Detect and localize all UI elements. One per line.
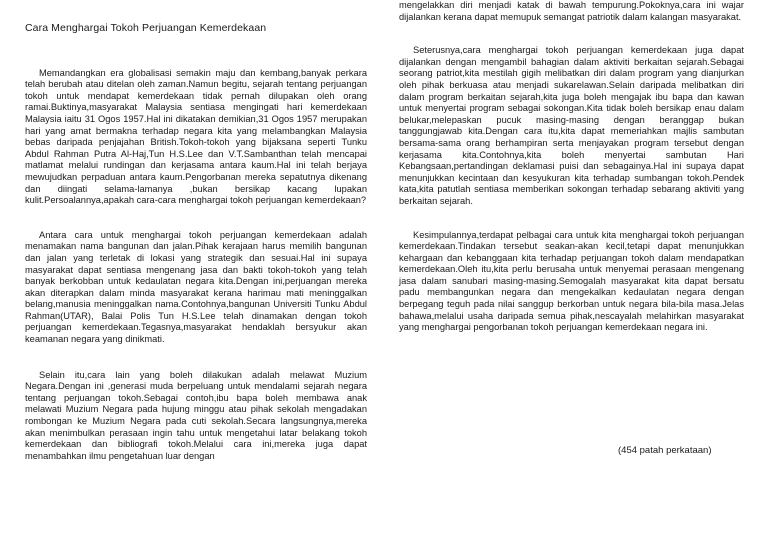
left-column: [25, 0, 367, 462]
paragraph-naming-buildings: Antara cara untuk menghargai tokoh perjuangan kemerdekaan adalah menamakan nama bangunan dan jalan.Pihak kerajaan harus memilih bangunan dan jalan yang terletak di lokasi yang strategik dan sesuai.Hal ini supaya masyarakat dapat sentiasa mengenang jasa dan bakti tokoh-tokoh yang telah banyak berkobban untuk kedaulatan negara kita.Dengan ini,perjuangan mereka akan diterapkan dalam minda masyarakat kerana harimau mati meninggalkan belang,manusia meninggalkan nama.Contohnya,bangunan Universiti Tunku Abdul Rahman(UTAR), Balai Polis Tun H.S.Lee telah dinamakan dengan tokoh perjuangan kemerdekaan.Tegasnya,masyarakat hendaklah bersyukur akan keamanan negara yang dinikmati.: [25, 229, 367, 345]
paragraph-introduction: Memandangkan era globalisasi semakin maju dan kembang,banyak perkara telah berubah atau ditelan oleh zaman.Namun begitu, sejarah tentang perjuangan tokoh untuk mendapat kemerdekaan tidak pernah dilupakan oleh orang ramai.Buktinya,masyarakat Malaysia sentiasa mengingati hari kemerdekaan Malaysia iaitu 31 Ogos 1957.Hal ini dikatakan demikian,31 Ogos 1957 merupakan hari yang amat bermakna terhadap negara kita yang melambangkan Malaysia bebas daripada penjajahan British.Tokoh-tokoh yang bijaksana seperti Tunku Abdul Rahman Putra Al-Haj,Tun H.S.Lee dan V.T.Sambanthan telah mencapai matlamat melalui rundingan dan kerjasama antara kaum.Hal ini telah berjaya mewujudkan perpaduan antara kaum.Pengorbanan mereka sepatutnya dikenang dan diingati selama-lamanya ,bukan bersikap kacang lupakan kulit.Persoalannya,apakah cara-cara menghargai tokoh perjuangan kemerdekaan?: [25, 67, 367, 206]
right-column: [399, 0, 744, 334]
essay-title: Cara Menghargai Tokoh Perjuangan Kemerdekaan: [25, 22, 267, 34]
paragraph-museum-continued: mengelakkan diri menjadi katak di bawah tempurung.Pokoknya,cara ini wajar dijalankan kerana dapat memupuk semangat patriotik dalam kalangan masyarakat.: [399, 0, 744, 22]
paragraph-museum-visit: Selain itu,cara lain yang boleh dilakukan adalah melawat Muzium Negara.Dengan ini ,generasi muda berpeluang untuk mendalami sejarah negara tentang perjuangan tokoh.Sebagai contoh,ibu bapa boleh membawa anak melawati Muzium Negara pada hujung minggu atau pihak sekolah mengadakan rombongan ke Muzium Negara pada cuti sekolah.Secara langsungnya,mereka akan menimbulkan perasaan ingin tahu untuk mengetahui latar belakang tokoh kemerdekaan dan bibliografi tokoh.Melalui cara ini,mereka juga dapat menambahkan ilmu pengetahuan luar dengan: [25, 369, 367, 461]
word-count: (454 patah perkataan): [618, 445, 712, 456]
paragraph-conclusion: Kesimpulannya,terdapat pelbagai cara untuk kita menghargai tokoh perjuangan kemerdekaan.Tindakan tersebut seakan-akan kecil,tetapi dapat menunjukkan kehargaan dan kebanggaan kita terhadap perjuangan tokoh dalam mendapatkan kemerdekaan.Oleh itu,kita perlu berusaha untuk menyemai perasaan mengenang jasa dalam sanubari masing-masing.Semogalah masyarakat kita dapat bersatu padu membangunkan negara dan mengekalkan kedaulatan negara dengan berpegang teguh pada nilai sanggup berkorban untuk negara bila-bila masa.Jelas bahawa,melalui usaha daripada semua pihak,nescayalah melahirkan masyarakat yang menghargai pengorbanan tokoh perjuangan kemerdekaan negara ini.: [399, 229, 744, 333]
paragraph-history-activities: Seterusnya,cara menghargai tokoh perjuangan kemerdekaan juga dapat dijalankan dengan mengambil bahagian dalam aktiviti berkaitan sejarah.Sebagai seorang patriot,kita mestilah gigih melibatkan diri dalam program yang dianjurkan oleh pihak berkuasa atau menjadi sukarelawan.Selain daripada melibatkan diri dalam program berkaitan sejarah,kita juga boleh mengajak ibu bapa dan kawan untuk menyertai program sebagai sokongan.Kita tidak boleh bersikap enau dalam belukar,melepaskan pucuk masing-masing dengan beranggap bukan tanggungjawab kita.Dengan cara itu,kita dapat memeriahkan majlis sambutan bersama-sama orang berhampiran serta menjayakan program tersebut dengan kerjasama kita.Contohnya,kita boleh menyertai sambutan Hari Kebangsaan,pertandingan deklamasi puisi dan sebagainya.Hal ini supaya dapat menunjukkan kecintaan dan kesyukuran kita terhadap sumbangan tokoh.Pendek kata,kita patutlah sentiasa memberikan sokongan terhadap sebarang aktiviti yang berkaitan sejarah.: [399, 45, 744, 206]
